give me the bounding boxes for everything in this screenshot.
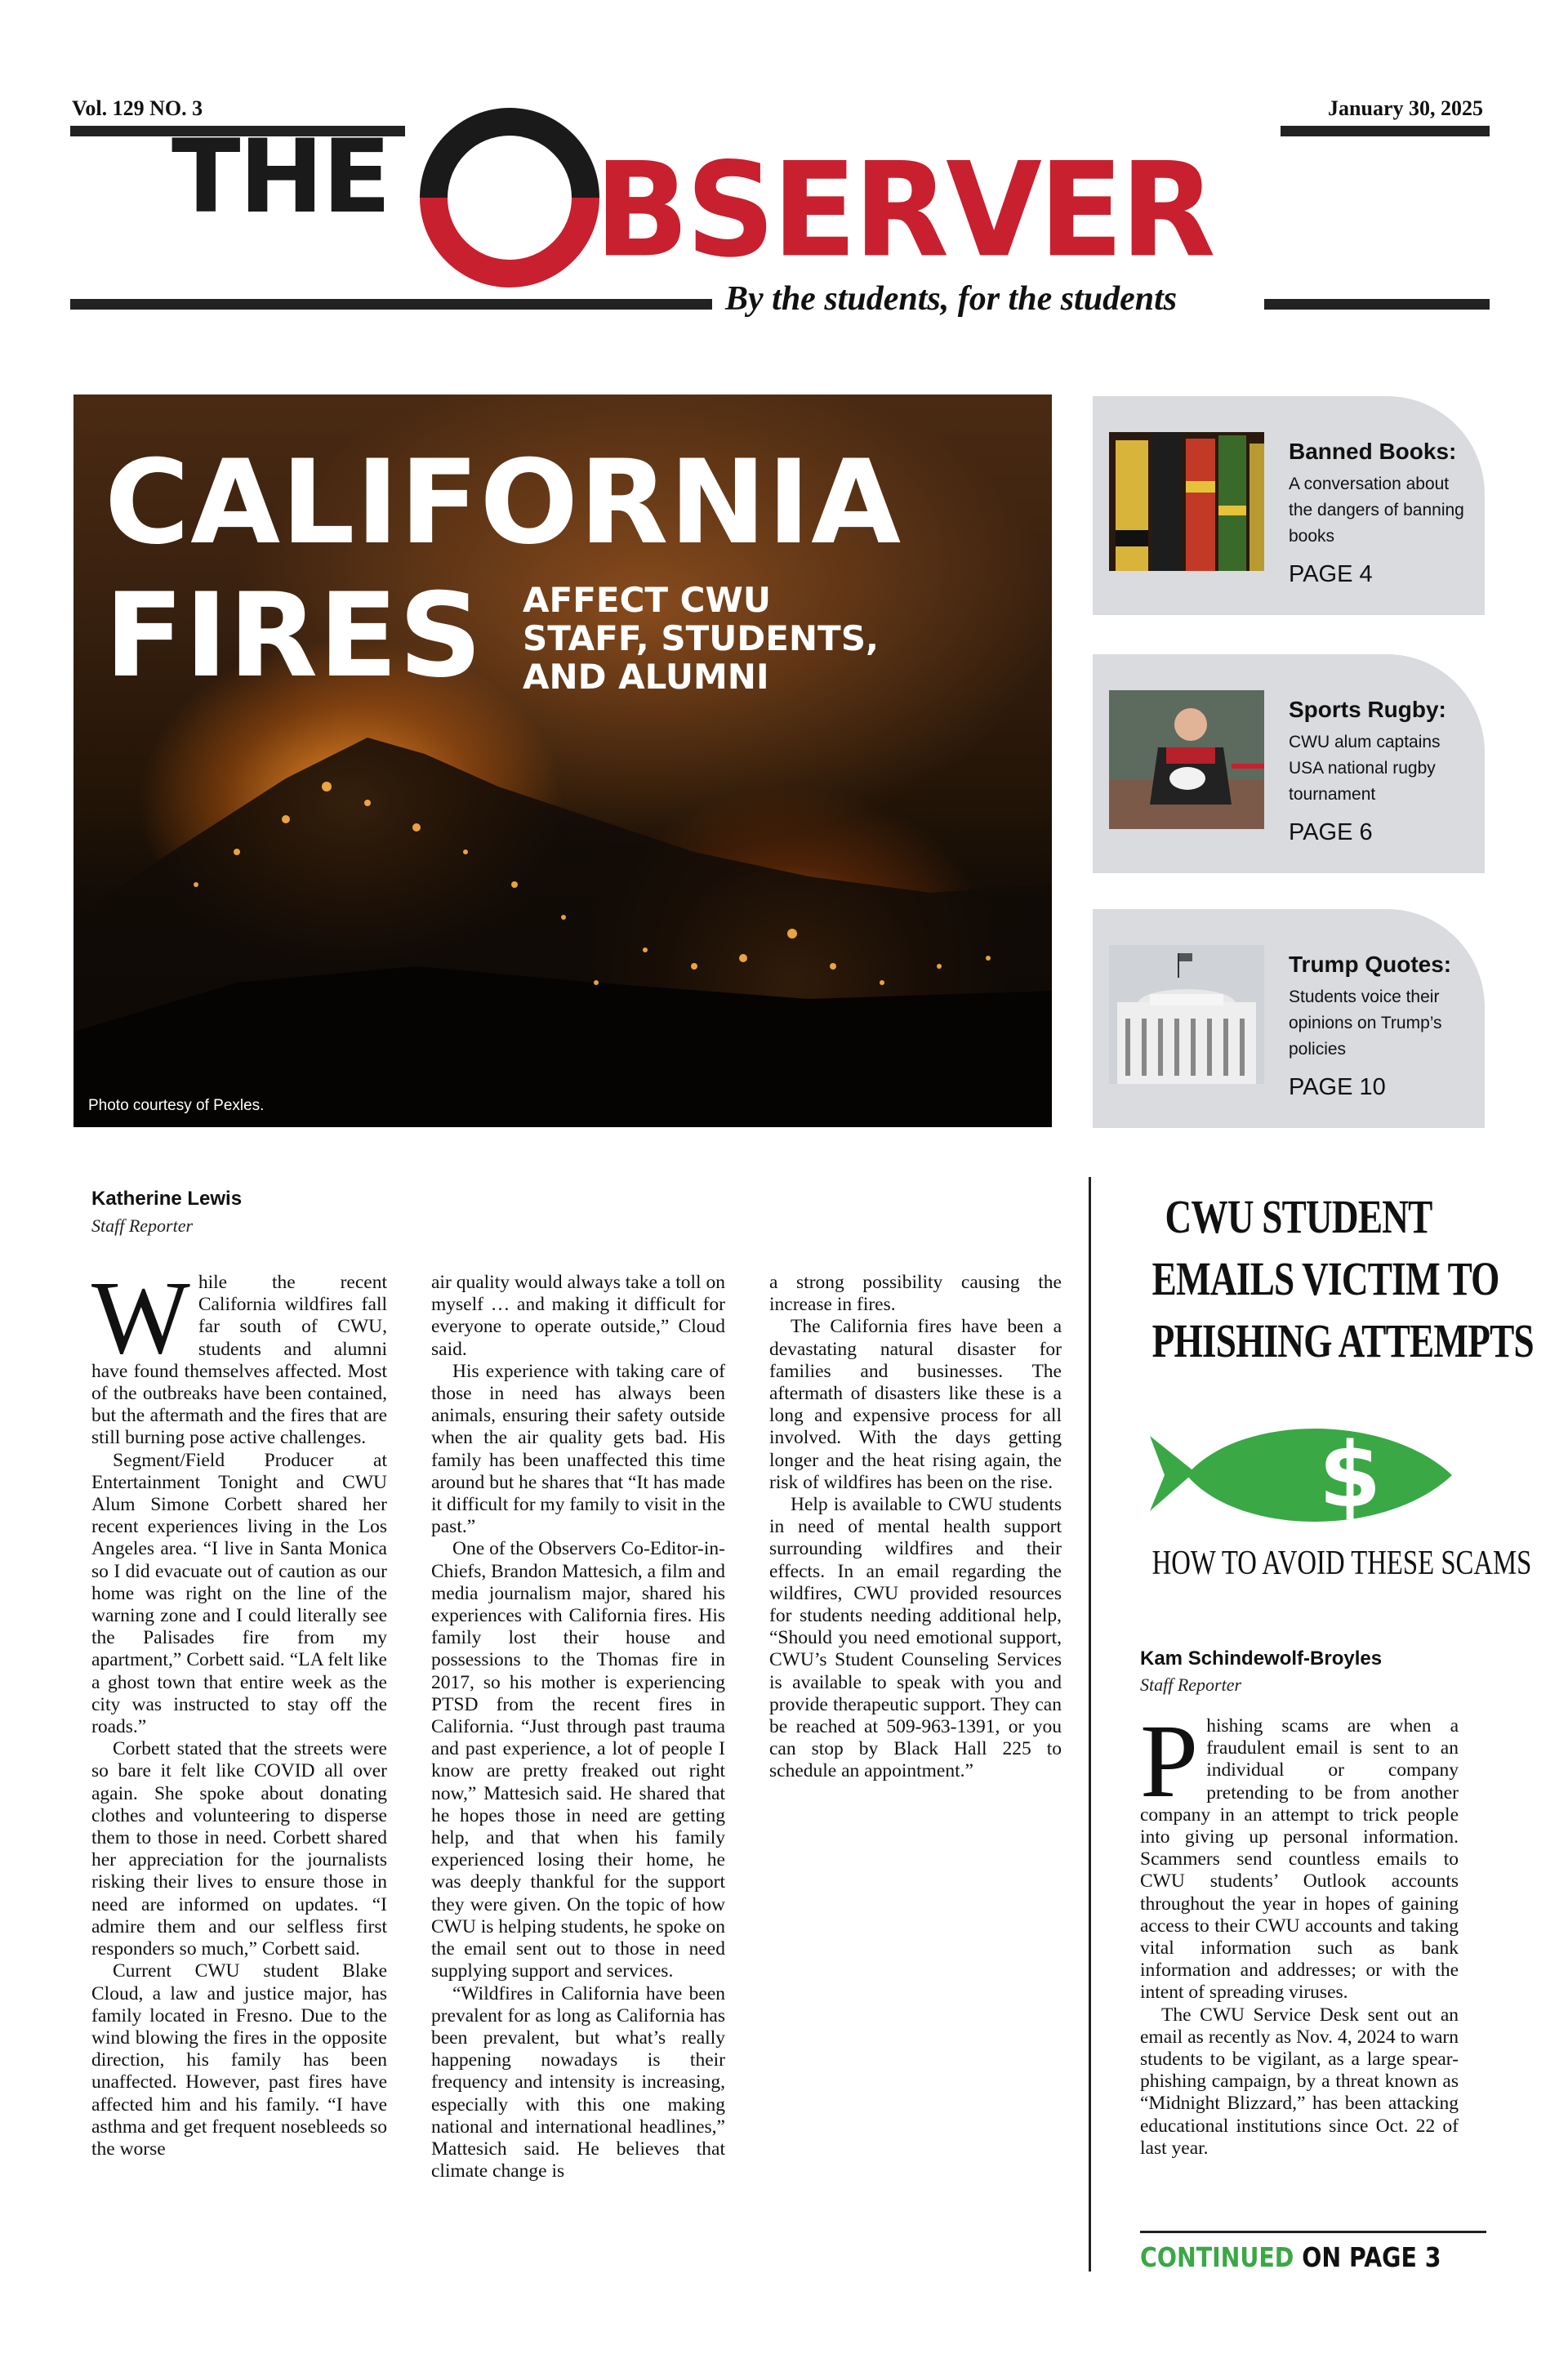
- masthead-tagline: By the students, for the students: [725, 280, 1178, 318]
- phishing-author-role: Staff Reporter: [1140, 1674, 1242, 1695]
- teaser-description: Students voice their opinions on Trump’s policies: [1289, 988, 1442, 1059]
- masthead-rule-bottom-left: [70, 299, 712, 310]
- article-author-role: Staff Reporter: [91, 1215, 194, 1236]
- hero-subtitle: [523, 581, 879, 696]
- phishing-headline: [1152, 1186, 1534, 1372]
- hero-title-line2: FIRES: [105, 568, 483, 703]
- hero-photo: [74, 395, 1052, 1127]
- continued-rule: [1140, 2231, 1486, 2233]
- phishing-author: Kam Schindewolf-Broyles: [1140, 1647, 1383, 1670]
- teaser-page[interactable]: PAGE 4: [1289, 561, 1373, 587]
- masthead-rule-bottom-right: [1264, 299, 1490, 310]
- article-paragraph: Segment/Field Producer at Entertainment Tonight and CWU Alum Simone Corbett shared her recent experiences living in the Los Angeles area. “I live in Santa Monica so I did evacuate out of caution as our home was right on the line of the warning zone and I could literally see the Palisades fire from my apartment,” Corbett said. “LA felt like a ghost town that entire week as the city was instructed to stay off the roads.”: [91, 1449, 387, 1738]
- article-paragraph: Help is available to CWU students in need of mental health support surrounding wildfires and their effects. In an email regarding the wildfires, CWU provided resources for students needing additional help, “Should you need emotional support, CWU’s Student Counseling Services is available to speak with you and provide therapeutic support. They can be reached at 509-963-1391, or you can stop by Black Hall 225 to schedule an appointment.”: [769, 1494, 1062, 1782]
- dollar-fish-icon: [1150, 1421, 1452, 1536]
- hero-title-line1: CALIFORNIA: [105, 435, 902, 570]
- teaser-page[interactable]: PAGE 10: [1289, 1074, 1386, 1100]
- article-paragraph: Phishing scams are when a fraudulent email is sent to an individual or company pretending to be from another company in an attempt to trick people into giving up personal information. Scammers send countless emails to CWU students’ Outlook accounts throughout the year in hopes of gaining access to their CWU accounts and taking vital information such as bank information and addresses; or with the intent of spreading viruses.: [1140, 1703, 1459, 2004]
- white-house-photo-icon: [1109, 945, 1264, 1084]
- teaser-trump-quotes[interactable]: [1093, 909, 1485, 1128]
- hero-subtitle-line: AFFECT CWU: [523, 580, 771, 620]
- masthead-rule-top-right: [1281, 126, 1490, 136]
- rugby-photo-icon: [1109, 690, 1264, 829]
- issue-date: January 30, 2025: [1328, 96, 1483, 120]
- headline-line: CWU STUDENT: [1165, 1190, 1432, 1243]
- phishing-body: [1140, 1703, 1459, 2160]
- article-paragraph: Current CWU student Blake Cloud, a law and justice major, has family located in Fresno. Due to the wind blowing the fires in the opposite direction, his family has been unaffected. However, past fires have affected him and his family. “I have asthma and get frequent nosebleeds so the worse: [91, 1960, 387, 2160]
- teaser-description: CWU alum captains USA national rugby tournament: [1289, 733, 1441, 804]
- article-paragraph: His experience with taking care of those in need has always been animals, ensuring their safety outside when the air quality gets bad. His family has been unaffected this time around but he shares that “It has made it difficult for my family to visit in the past.”: [431, 1360, 725, 1538]
- hero-subtitle-line: STAFF, STUDENTS,: [523, 618, 879, 658]
- continued-label: CONTINUED: [1140, 2241, 1294, 2273]
- article-column-3: [769, 1272, 1062, 1783]
- teaser-sports-rugby[interactable]: [1093, 654, 1485, 873]
- teaser-description: A conversation about the dangers of banning books: [1289, 475, 1464, 546]
- teaser-title: Trump Quotes:: [1289, 952, 1452, 977]
- article-paragraph: Corbett stated that the streets were so bare it felt like COVID all over again. She spoke about donating clothes and volunteering to disperse them to those in need. Corbett shared her appreciation for the journalists risking their lives to ensure those in need are informed on updates. “I admire them and our selfless first responders so much,” Corbett said.: [91, 1738, 387, 1960]
- article-paragraph: While the recent California wildfires fall far south of CWU, students and alumni have found themselves affected. Most of the outbreaks have been contained, but the aftermath and the fires that are still burning pose active challenges.: [91, 1260, 387, 1449]
- article-paragraph: The California fires have been a devastating natural disaster for families and businesses. The aftermath of disasters like these is a long and expensive process for all involved. With the days getting longer and the heat rising again, the risk of wildfires has been on the rise.: [769, 1316, 1062, 1493]
- article-paragraph: “Wildfires in California have been prevalent for as long as California has been prevalent, but what’s really happening nowadays is their frequency and intensity is increasing, especially with this one making national and international headlines,” Mattesich said. He believes that climate change is: [431, 1982, 725, 2183]
- headline-line: EMAILS VICTIM TO: [1152, 1252, 1499, 1305]
- column-divider: [1089, 1177, 1091, 2272]
- masthead-name: BSERVER: [595, 134, 1213, 287]
- headline-line: PHISHING ATTEMPTS: [1152, 1314, 1534, 1367]
- teaser-banned-books[interactable]: [1093, 396, 1485, 615]
- article-paragraph: The CWU Service Desk sent out an email as recently as Nov. 4, 2024 to warn students to be vigilant, as a large spear-phishing campaign, by a threat known as “Midnight Blizzard,” has been attacking educational institutions since Oct. 22 of last year.: [1140, 2004, 1459, 2159]
- masthead-the: THE: [172, 118, 390, 236]
- article-column-2: [431, 1272, 725, 2183]
- teaser-title: Sports Rugby:: [1289, 697, 1446, 722]
- article-author: Katherine Lewis: [91, 1188, 243, 1210]
- article-paragraph: a strong possibility causing the increase in fires.: [769, 1272, 1062, 1316]
- article-paragraph: One of the Observers Co-Editor-in-Chiefs, Brandon Mattesich, a film and media journalism major, shared his experiences with California fires. His family lost their house and possessions to the Thomas fire in 2017, so his mother is experiencing PTSD from the recent fires in California. “Just through past trauma and past experience, a lot of people I know are pretty freaked out right now,” Mattesich said. He shared that he hopes those in need are getting help, and that when his family experienced losing their home, he was deeply thankful for the support they were given. On the topic of how CWU is helping students, he spoke on the email sent out to those in need supplying support and services.: [431, 1538, 725, 1982]
- dollar-sign: $: [1318, 1423, 1382, 1527]
- photo-credit: Photo courtesy of Pexles.: [88, 1097, 265, 1114]
- teaser-title: Banned Books:: [1289, 439, 1457, 464]
- drop-cap: P: [1140, 1703, 1199, 1819]
- phishing-subhead: HOW TO AVOID THESE SCAMS: [1152, 1545, 1532, 1582]
- article-paragraph: air quality would always take a toll on myself … and making it difficult for everyone to operate outside,” Cloud said.: [431, 1272, 725, 1360]
- article-column-1: [91, 1260, 387, 2160]
- continued-link[interactable]: [1140, 2241, 1441, 2273]
- books-photo-icon: [1109, 432, 1264, 571]
- continued-page: ON PAGE 3: [1294, 2241, 1441, 2273]
- drop-cap: W: [91, 1260, 190, 1375]
- volume-number: Vol. 129 NO. 3: [72, 96, 203, 120]
- hero-subtitle-line: AND ALUMNI: [523, 657, 769, 697]
- teaser-page[interactable]: PAGE 6: [1289, 819, 1373, 845]
